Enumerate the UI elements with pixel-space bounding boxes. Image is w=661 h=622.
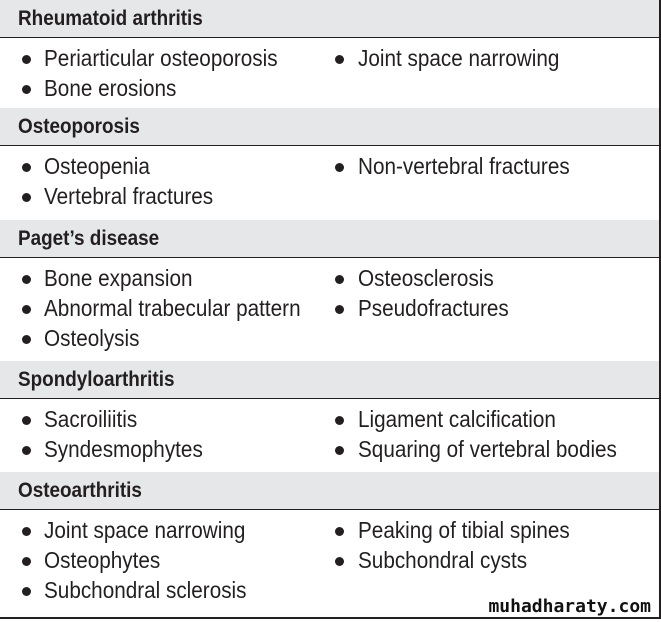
- bullet-icon: [335, 527, 344, 536]
- watermark: muhadharaty.com: [488, 596, 651, 617]
- bullet-icon: [335, 163, 344, 172]
- bullet-icon: [22, 416, 31, 425]
- bullet-icon: [335, 557, 344, 566]
- list-item: Periarticular osteoporosis: [44, 45, 278, 71]
- bullet-icon: [22, 587, 31, 596]
- bullet-icon: [22, 527, 31, 536]
- list-item: Syndesmophytes: [44, 436, 203, 462]
- section-title: Spondyloarthritis: [18, 368, 175, 391]
- bullet-icon: [22, 557, 31, 566]
- bullet-icon: [335, 416, 344, 425]
- list-item: Osteosclerosis: [358, 265, 494, 291]
- bullet-icon: [335, 275, 344, 284]
- list-item: Pseudofractures: [358, 295, 509, 321]
- section-header: [0, 361, 661, 399]
- section-header: [0, 220, 661, 258]
- bullet-icon: [22, 335, 31, 344]
- list-item: Subchondral cysts: [358, 547, 528, 573]
- bullet-icon: [22, 446, 31, 455]
- bullet-icon: [22, 85, 31, 94]
- section-title: Osteoporosis: [18, 115, 140, 138]
- section-title: Paget’s disease: [18, 227, 160, 250]
- section-title: Rheumatoid arthritis: [18, 7, 203, 30]
- bullet-icon: [335, 446, 344, 455]
- list-item: Ligament calcification: [358, 406, 556, 432]
- list-item: Vertebral fractures: [44, 183, 214, 209]
- table-bottom-rule: [0, 617, 661, 619]
- bullet-icon: [22, 55, 31, 64]
- list-item: Osteophytes: [44, 547, 161, 573]
- bullet-icon: [335, 305, 344, 314]
- list-item: Abnormal trabecular pattern: [44, 295, 301, 321]
- bullet-icon: [22, 275, 31, 284]
- list-item: Squaring of vertebral bodies: [358, 436, 617, 462]
- section-title: Osteoarthritis: [18, 479, 142, 502]
- list-item: Joint space narrowing: [44, 517, 246, 543]
- list-item: Joint space narrowing: [358, 45, 560, 71]
- list-item: Osteopenia: [44, 153, 150, 179]
- list-item: Osteolysis: [44, 325, 140, 351]
- list-item: Sacroiliitis: [44, 406, 138, 432]
- bullet-icon: [22, 193, 31, 202]
- bullet-icon: [22, 163, 31, 172]
- list-item: Peaking of tibial spines: [358, 517, 570, 543]
- list-item: Non-vertebral fractures: [358, 153, 570, 179]
- list-item: Bone expansion: [44, 265, 193, 291]
- list-item: Subchondral sclerosis: [44, 577, 247, 603]
- bullet-icon: [22, 305, 31, 314]
- list-item: Bone erosions: [44, 75, 177, 101]
- section-header: [0, 472, 661, 510]
- section-header: [0, 108, 661, 146]
- section-header: [0, 0, 661, 38]
- bullet-icon: [335, 55, 344, 64]
